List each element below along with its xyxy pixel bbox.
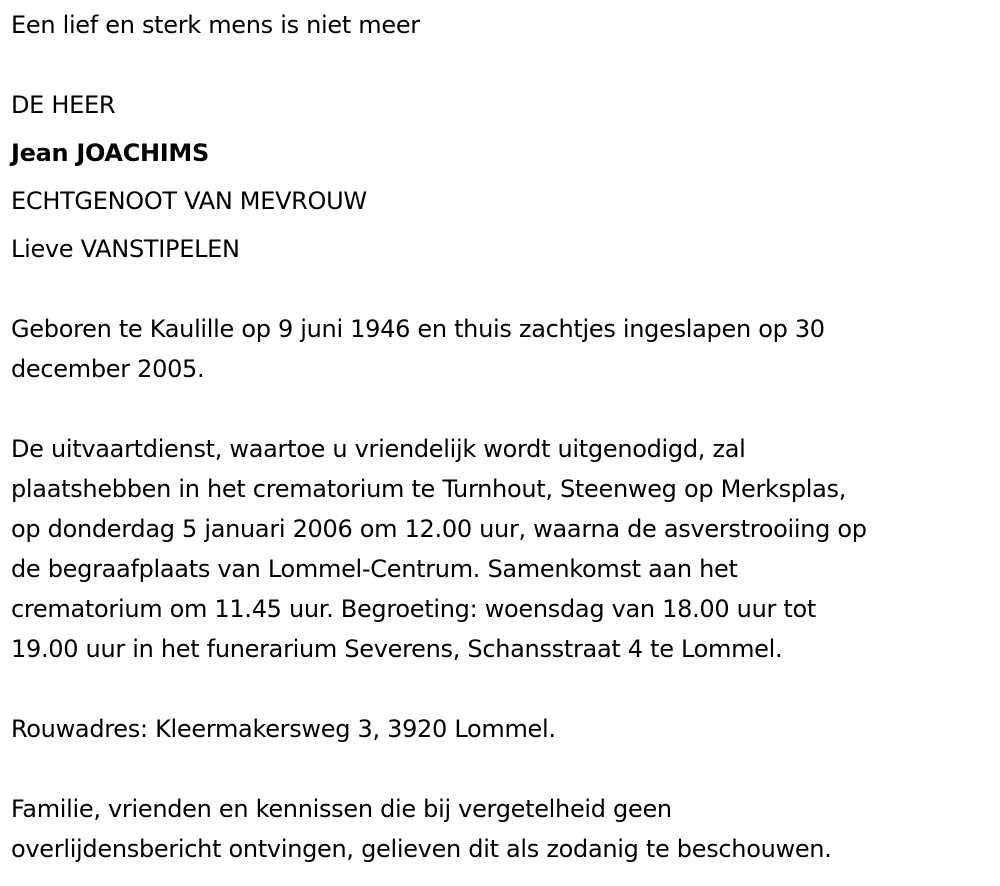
intro-line: Een lief en sterk mens is niet meer: [11, 11, 420, 39]
service-line-3: op donderdag 5 januari 2006 om 12.00 uur, waarna de asverstrooiing op: [11, 515, 867, 543]
service-line-1: De uitvaartdienst, waartoe u vriendelijk wordt uitgenodigd, zal: [11, 435, 746, 463]
birth-death-line-1: Geboren te Kaulille op 9 juni 1946 en thuis zachtjes ingeslapen op 30: [11, 315, 825, 343]
spouse-name: Lieve VANSTIPELEN: [11, 235, 240, 263]
service-line-4: de begraafplaats van Lommel-Centrum. Samenkomst aan het: [11, 555, 738, 583]
service-line-5: crematorium om 11.45 uur. Begroeting: woensdag van 18.00 uur tot: [11, 595, 817, 623]
service-line-6: 19.00 uur in het funerarium Severens, Schansstraat 4 te Lommel.: [11, 635, 783, 663]
title-line: DE HEER: [11, 91, 116, 119]
birth-death-line-2: december 2005.: [11, 355, 205, 383]
service-line-2: plaatshebben in het crematorium te Turnhout, Steenweg op Merksplas,: [11, 475, 847, 503]
deceased-name: Jean JOACHIMS: [11, 139, 210, 167]
closing-line-1: Familie, vrienden en kennissen die bij vergetelheid geen: [11, 795, 672, 823]
address-line: Rouwadres: Kleermakersweg 3, 3920 Lommel.: [11, 715, 556, 743]
closing-line-2: overlijdensbericht ontvingen, gelieven dit als zodanig te beschouwen.: [11, 835, 832, 863]
spouse-label: ECHTGENOOT VAN MEVROUW: [11, 187, 367, 215]
